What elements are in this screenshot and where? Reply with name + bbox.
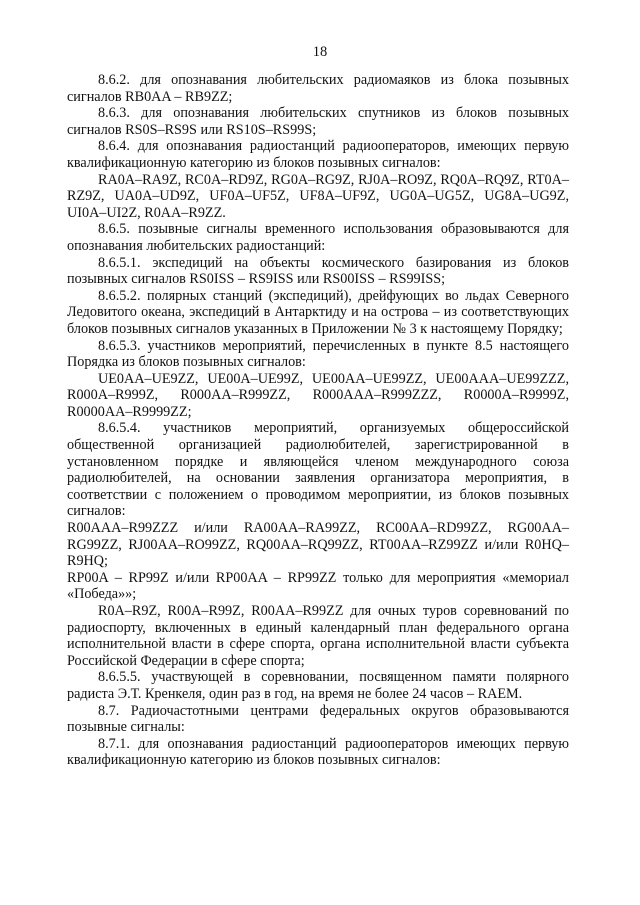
paragraph-8-7-1: 8.7.1. для опознавания радиостанций радиооператоров имеющих первую квалификационную категорию из блоков позывных сигналов: <box>67 735 569 769</box>
paragraph-8-6-5-2: 8.6.5.2. полярных станций (экспедиций), дрейфующих во льдах Северного Ледовитого океана, экспедиций в Антарктиду и на острова – из соответствующих блоков позывных сигналов указанных в Приложении № 3 к настоящему Порядку; <box>67 287 569 337</box>
callsign-block-competitions: R0A–R9Z, R00A–R99Z, R00AA–R99ZZ для очных туров соревнований по радиоспорту, включенных в единый календарный план федерального органа исполнительной власти в сфере спорта, органа исполнительной власти субъекта Российской Федерации в сфере спорта; <box>67 603 569 669</box>
paragraph-8-6-5-4: 8.6.5.4. участников мероприятий, организуемых общероссийской общественной организацией радиолюбителей, зарегистрированной в установленном порядке и являющейся членом международного союза радиолюбителей, на основании заявления организатора мероприятия, в соответствии с положением о проводимом мероприятии, из блоков позывных сигналов: <box>67 420 569 520</box>
paragraph-8-7: 8.7. Радиочастотными центрами федеральных округов образовываются позывные сигналы: <box>67 702 569 736</box>
paragraph-8-6-5: 8.6.5. позывные сигналы временного использования образовываются для опознавания любительских радиостанций: <box>67 221 569 254</box>
paragraph-8-6-4: 8.6.4. для опознавания радиостанций радиооператоров, имеющих первую квалификационную категорию из блоков позывных сигналов: <box>67 138 569 171</box>
callsign-block-list-8-6-4: RA0A–RA9Z, RC0A–RD9Z, RG0A–RG9Z, RJ0A–RO9Z, RQ0A–RQ9Z, RT0A–RZ9Z, UA0A–UD9Z, UF0A–UF5Z, UF8A–UF9Z, UG0A–UG5Z, UG8A–UG9Z, UI0A–UI2Z, R0AA–R9ZZ. <box>67 171 569 221</box>
callsign-block-memorial: RP00A – RP99Z и/или RP00AA – RP99ZZ только для мероприятия «мемориал «Победа»»; <box>67 569 569 603</box>
page-number: 18 <box>312 44 328 60</box>
paragraph-8-6-5-3: 8.6.5.3. участников мероприятий, перечисленных в пункте 8.5 настоящего Порядка из блоков позывных сигналов: <box>67 337 569 371</box>
callsign-block-list-8-6-5-3: UE0AA–UE9ZZ, UE00A–UE99Z, UE00AA–UE99ZZ, UE00AAA–UE99ZZZ, R000A–R999Z, R000AA–R999ZZ, R000AAA–R999ZZZ, R0000A–R9999Z, R0000AA–R9999ZZ; <box>67 370 569 420</box>
paragraph-8-6-5-1: 8.6.5.1. экспедиций на объекты космического базирования из блоков позывных сигналов RS0ISS – RS9ISS или RS00ISS – RS99ISS; <box>67 254 569 288</box>
paragraph-8-6-3: 8.6.3. для опознавания любительских спутников из блоков позывных сигналов RS0S–RS9S или RS10S–RS99S; <box>67 105 569 138</box>
paragraph-8-6-5-5: 8.6.5.5. участвующей в соревновании, посвященном памяти полярного радиста Э.Т. Кренкеля, один раз в год, на время не более 24 часов – RAEM. <box>67 669 569 702</box>
callsign-block-list-8-6-5-4: R00AAA–R99ZZZ и/или RA00AA–RA99ZZ, RC00AA–RD99ZZ, RG00AA–RG99ZZ, RJ00AA–RO99ZZ, RQ00AA–RQ99ZZ, RT00AA–RZ99ZZ и/или R0HQ–R9HQ; <box>67 520 569 570</box>
document-body <box>67 72 569 769</box>
paragraph-8-6-2: 8.6.2. для опознавания любительских радиомаяков из блока позывных сигналов RB0AA – RB9ZZ; <box>67 72 569 105</box>
